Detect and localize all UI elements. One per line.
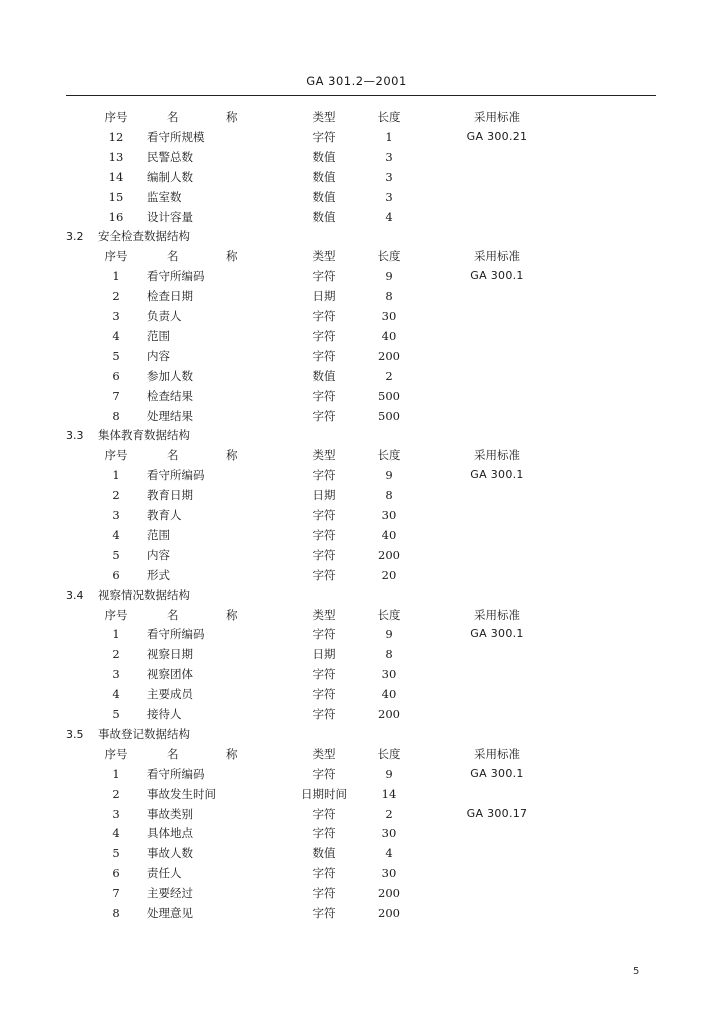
- cell-length: 30: [381, 866, 397, 881]
- cell-type: 字符: [312, 826, 336, 841]
- table-row: [0, 406, 713, 426]
- cell-type: 字符: [312, 627, 336, 642]
- cell-type: 日期: [312, 289, 336, 304]
- cell-type: 数值: [312, 149, 336, 164]
- col-header-type: 类型: [312, 607, 336, 622]
- cell-length: 200: [378, 547, 400, 562]
- table-row: [0, 823, 713, 843]
- cell-type: 字符: [312, 806, 336, 821]
- cell-length: 200: [378, 906, 400, 920]
- cell-standard: GA 300.21: [466, 129, 528, 143]
- cell-length: 9: [385, 468, 393, 483]
- cell-type: 字符: [312, 886, 336, 901]
- cell-type: 字符: [312, 527, 336, 542]
- cell-type: 字符: [312, 707, 336, 721]
- cell-length: 8: [385, 488, 393, 503]
- table-row: [0, 764, 713, 784]
- cell-type: 字符: [312, 667, 336, 682]
- cell-type: 字符: [312, 408, 336, 423]
- cell-length: 9: [385, 766, 393, 781]
- cell-length: 3: [385, 169, 393, 184]
- cell-no: 1: [112, 468, 120, 483]
- table-row: [0, 883, 713, 903]
- col-header-type: 类型: [312, 249, 336, 264]
- section-title: [66, 226, 190, 247]
- cell-no: 7: [112, 886, 120, 901]
- table-row: [0, 286, 713, 306]
- cell-type: 字符: [312, 388, 336, 403]
- cell-length: 30: [381, 826, 397, 841]
- cell-type: 数值: [312, 368, 336, 383]
- col-header-type: 类型: [312, 448, 336, 463]
- table-row: [0, 386, 713, 406]
- col-header-name: 名 称: [167, 448, 256, 463]
- cell-no: 4: [112, 826, 120, 841]
- table-row: [0, 664, 713, 684]
- cell-no: 5: [112, 348, 120, 363]
- col-header-no: 序号: [104, 110, 128, 124]
- cell-no: 14: [108, 169, 124, 184]
- table-row: [0, 843, 713, 863]
- col-header-name: 名 称: [167, 249, 256, 264]
- cell-length: 2: [385, 806, 393, 821]
- table-row: [0, 644, 713, 664]
- cell-name: 具体地点: [147, 826, 193, 841]
- table-row: [0, 147, 713, 167]
- cell-no: 1: [112, 627, 120, 642]
- cell-name: 处理意见: [147, 906, 193, 920]
- section-title-text: 视察情况数据结构: [98, 587, 190, 602]
- cell-name: 参加人数: [147, 368, 193, 383]
- cell-no: 2: [112, 289, 120, 304]
- cell-length: 40: [381, 328, 397, 343]
- cell-no: 2: [112, 647, 120, 662]
- cell-length: 30: [381, 508, 397, 522]
- cell-type: 字符: [312, 129, 336, 144]
- cell-name: 事故类别: [147, 806, 193, 821]
- cell-no: 16: [108, 209, 124, 224]
- cell-length: 9: [385, 627, 393, 642]
- cell-name: 责任人: [147, 866, 182, 881]
- cell-type: 日期时间: [301, 786, 347, 801]
- col-header-length: 长度: [377, 110, 401, 124]
- cell-no: 4: [112, 687, 120, 702]
- cell-length: 4: [385, 209, 393, 224]
- table-row: [0, 207, 713, 227]
- cell-length: 500: [378, 388, 400, 403]
- col-header-name: 名 称: [167, 746, 256, 761]
- table-row: [0, 187, 713, 207]
- cell-name: 检查日期: [147, 289, 193, 304]
- cell-no: 3: [112, 806, 120, 821]
- cell-standard: GA 300.1: [470, 766, 524, 780]
- table-row: [0, 326, 713, 346]
- table-row: [0, 306, 713, 326]
- cell-length: 200: [378, 348, 400, 363]
- col-header-name: 名 称: [167, 607, 256, 622]
- cell-type: 字符: [312, 328, 336, 343]
- cell-type: 字符: [312, 766, 336, 781]
- col-header-standard: 采用标准: [474, 607, 520, 622]
- section-heading: [0, 724, 713, 744]
- cell-type: 字符: [312, 567, 336, 582]
- cell-type: 日期: [312, 647, 336, 662]
- cell-name: 范围: [147, 527, 170, 542]
- cell-no: 6: [112, 368, 120, 383]
- section-number: 3.3: [66, 429, 84, 443]
- table-row: [0, 545, 713, 565]
- cell-type: 字符: [312, 547, 336, 562]
- cell-type: 字符: [312, 468, 336, 483]
- section-heading: [0, 585, 713, 605]
- cell-no: 12: [108, 129, 124, 144]
- table-header-row: [0, 107, 713, 127]
- section-title-text: 集体教育数据结构: [98, 428, 190, 443]
- cell-type: 数值: [312, 169, 336, 184]
- table-header-row: [0, 744, 713, 764]
- table-row: [0, 167, 713, 187]
- table-row: [0, 684, 713, 704]
- col-header-length: 长度: [377, 607, 401, 622]
- cell-length: 3: [385, 149, 393, 164]
- cell-name: 看守所规模: [147, 129, 205, 144]
- cell-no: 5: [112, 707, 120, 721]
- cell-length: 30: [381, 667, 397, 682]
- cell-no: 5: [112, 846, 120, 861]
- table-header-row: [0, 605, 713, 625]
- cell-length: 3: [385, 189, 393, 204]
- page-number: 5: [633, 966, 640, 977]
- cell-no: 2: [112, 786, 120, 801]
- cell-name: 事故发生时间: [147, 786, 216, 801]
- table-row: [0, 784, 713, 804]
- cell-no: 13: [108, 149, 124, 164]
- table-row: [0, 903, 713, 923]
- cell-name: 事故人数: [147, 846, 193, 861]
- table-row: [0, 485, 713, 505]
- cell-name: 看守所编码: [147, 766, 205, 781]
- cell-no: 3: [112, 309, 120, 323]
- cell-name: 教育日期: [147, 488, 193, 503]
- section-heading: [0, 425, 713, 445]
- cell-length: 20: [381, 567, 397, 582]
- section-number: 3.2: [66, 230, 84, 244]
- cell-name: 主要经过: [147, 886, 193, 901]
- col-header-no: 序号: [104, 249, 128, 264]
- cell-name: 检查结果: [147, 388, 193, 403]
- col-header-length: 长度: [377, 746, 401, 761]
- cell-type: 日期: [312, 488, 336, 503]
- cell-type: 字符: [312, 866, 336, 881]
- cell-length: 200: [378, 886, 400, 901]
- table-row: [0, 366, 713, 386]
- cell-type: 数值: [312, 189, 336, 204]
- cell-no: 3: [112, 667, 120, 682]
- cell-name: 接待人: [147, 707, 182, 721]
- col-header-length: 长度: [377, 249, 401, 264]
- section-title-text: 安全检查数据结构: [98, 229, 190, 244]
- cell-length: 4: [385, 846, 393, 861]
- cell-length: 8: [385, 647, 393, 662]
- cell-no: 7: [112, 388, 120, 403]
- table-row: [0, 266, 713, 286]
- cell-standard: GA 300.1: [470, 468, 524, 482]
- cell-name: 民警总数: [147, 149, 193, 164]
- cell-type: 数值: [312, 209, 336, 224]
- cell-length: 40: [381, 527, 397, 542]
- cell-no: 3: [112, 508, 120, 522]
- cell-type: 字符: [312, 906, 336, 920]
- section-title: [66, 585, 190, 606]
- cell-name: 处理结果: [147, 408, 193, 423]
- col-header-standard: 采用标准: [474, 249, 520, 264]
- cell-no: 6: [112, 866, 120, 881]
- col-header-no: 序号: [104, 448, 128, 463]
- cell-standard: GA 300.17: [466, 806, 528, 820]
- table-row: [0, 624, 713, 644]
- cell-name: 看守所编码: [147, 468, 205, 483]
- cell-name: 监室数: [147, 189, 182, 204]
- cell-name: 视察团体: [147, 667, 193, 682]
- cell-no: 8: [112, 408, 120, 423]
- section-title: [66, 724, 190, 745]
- table-row: [0, 346, 713, 366]
- table-header-row: [0, 445, 713, 465]
- col-header-name: 名 称: [167, 110, 256, 124]
- cell-type: 字符: [312, 309, 336, 323]
- table-row: [0, 505, 713, 525]
- cell-length: 8: [385, 289, 393, 304]
- document-standard-header: GA 301.2—2001: [306, 74, 407, 88]
- cell-type: 字符: [312, 348, 336, 363]
- cell-no: 4: [112, 527, 120, 542]
- cell-name: 看守所编码: [147, 269, 205, 284]
- cell-name: 视察日期: [147, 647, 193, 662]
- section-title-text: 事故登记数据结构: [98, 726, 190, 741]
- cell-no: 6: [112, 567, 120, 582]
- cell-type: 字符: [312, 269, 336, 284]
- section-title: [66, 425, 190, 446]
- col-header-standard: 采用标准: [474, 110, 520, 124]
- cell-length: 30: [381, 309, 397, 323]
- section-heading: [0, 226, 713, 246]
- table-row: [0, 525, 713, 545]
- col-header-type: 类型: [312, 746, 336, 761]
- table-row: [0, 863, 713, 883]
- section-number: 3.4: [66, 588, 84, 602]
- cell-no: 4: [112, 328, 120, 343]
- cell-no: 1: [112, 766, 120, 781]
- cell-length: 200: [378, 707, 400, 721]
- table-header-row: [0, 246, 713, 266]
- cell-name: 主要成员: [147, 687, 193, 702]
- cell-length: 9: [385, 269, 393, 284]
- col-header-type: 类型: [312, 110, 336, 124]
- cell-length: 500: [378, 408, 400, 423]
- table-row: [0, 804, 713, 824]
- cell-type: 字符: [312, 687, 336, 702]
- cell-standard: GA 300.1: [470, 269, 524, 283]
- cell-no: 8: [112, 906, 120, 920]
- cell-length: 2: [385, 368, 393, 383]
- col-header-standard: 采用标准: [474, 448, 520, 463]
- cell-name: 看守所编码: [147, 627, 205, 642]
- cell-name: 负责人: [147, 309, 182, 323]
- cell-name: 教育人: [147, 508, 182, 522]
- table-row: [0, 704, 713, 724]
- table-row: [0, 127, 713, 147]
- col-header-length: 长度: [377, 448, 401, 463]
- cell-no: 2: [112, 488, 120, 503]
- cell-name: 范围: [147, 328, 170, 343]
- cell-name: 内容: [147, 348, 170, 363]
- col-header-standard: 采用标准: [474, 746, 520, 761]
- cell-type: 字符: [312, 508, 336, 522]
- col-header-no: 序号: [104, 607, 128, 622]
- table-row: [0, 465, 713, 485]
- col-header-no: 序号: [104, 746, 128, 761]
- cell-standard: GA 300.1: [470, 627, 524, 641]
- cell-name: 形式: [147, 567, 170, 582]
- cell-length: 14: [381, 786, 397, 801]
- cell-no: 1: [112, 269, 120, 284]
- cell-no: 15: [108, 189, 124, 204]
- section-number: 3.5: [66, 727, 84, 741]
- cell-name: 内容: [147, 547, 170, 562]
- cell-name: 编制人数: [147, 169, 193, 184]
- table-row: [0, 565, 713, 585]
- cell-length: 1: [385, 129, 393, 144]
- cell-type: 数值: [312, 846, 336, 861]
- cell-no: 5: [112, 547, 120, 562]
- cell-name: 设计容量: [147, 209, 193, 224]
- cell-length: 40: [381, 687, 397, 702]
